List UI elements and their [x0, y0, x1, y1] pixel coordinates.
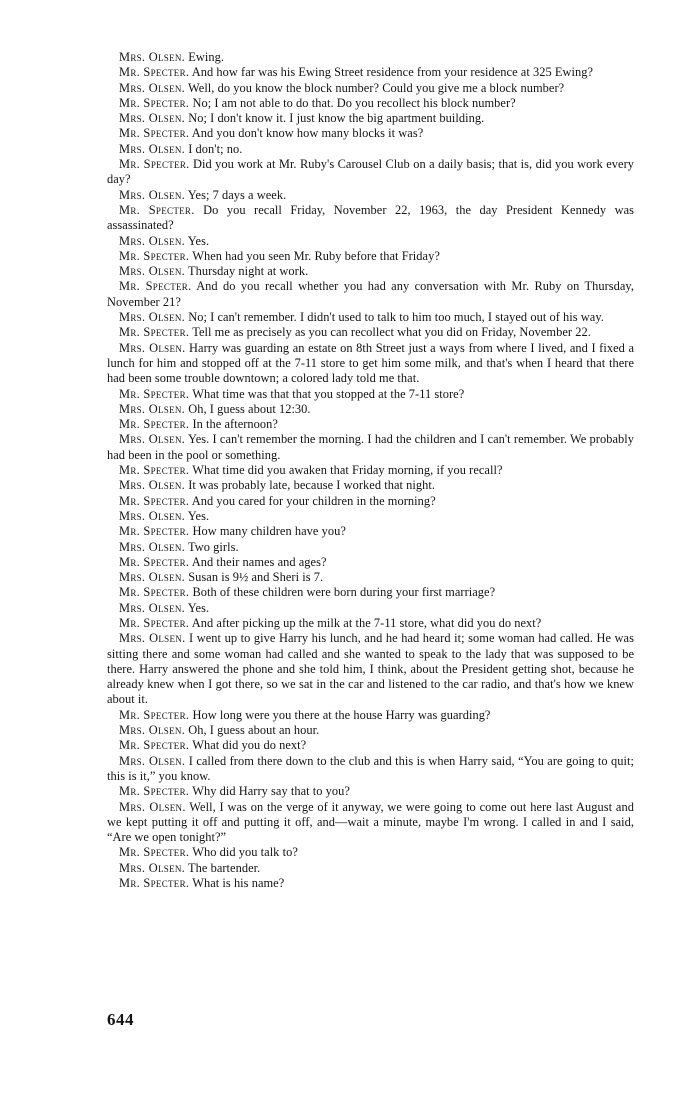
testimony-text: Yes; 7 days a week.: [187, 187, 287, 202]
testimony-paragraph: [107, 585, 634, 600]
testimony-text: Two girls.: [188, 539, 239, 554]
speaker-name: Mr. Specter.: [119, 157, 190, 172]
testimony-paragraph: [107, 188, 634, 203]
speaker-name: Mr. Specter.: [119, 386, 190, 401]
testimony-text: Do you recall Friday, November 22, 1963, the day President Kennedy was assassinated?: [107, 202, 634, 233]
testimony-paragraph: [107, 402, 634, 417]
testimony-paragraph: [107, 616, 634, 631]
testimony-paragraph: [107, 417, 634, 432]
testimony-text: And how far was his Ewing Street residence from your residence at 325 Ewing?: [191, 65, 593, 80]
speaker-name: Mrs. Olsen.: [119, 264, 186, 279]
speaker-name: Mrs. Olsen.: [119, 340, 186, 355]
testimony-paragraph: [107, 708, 634, 723]
speaker-name: Mrs. Olsen.: [119, 753, 186, 768]
testimony-paragraph: [107, 509, 634, 524]
testimony-paragraph: [107, 876, 634, 891]
speaker-name: Mr. Specter.: [119, 202, 195, 217]
testimony-text: What time was that that you stopped at the 7-11 store?: [192, 386, 465, 401]
testimony-paragraph: [107, 50, 634, 65]
testimony-text: It was probably late, because I worked that night.: [188, 478, 436, 493]
testimony-paragraph: [107, 65, 634, 80]
testimony-text: And you cared for your children in the morning?: [191, 493, 436, 508]
speaker-name: Mr. Specter.: [119, 126, 190, 141]
testimony-text: The bartender.: [188, 860, 261, 875]
speaker-name: Mrs. Olsen.: [119, 723, 186, 738]
testimony-paragraph: [107, 234, 634, 249]
testimony-text: Susan is 9½ and Sheri is 7.: [188, 570, 324, 585]
speaker-name: Mr. Specter.: [119, 845, 190, 860]
testimony-paragraph: [107, 631, 634, 707]
testimony-text: Tell me as precisely as you can recollect what you did on Friday, November 22.: [192, 325, 591, 340]
testimony-text: Yes. I can't remember the morning. I had the children and I can't remember. We probably had been in the pool or something.: [107, 432, 634, 462]
testimony-text: No; I don't know it. I just know the big apartment building.: [188, 111, 485, 126]
speaker-name: Mrs. Olsen.: [119, 799, 186, 814]
testimony-paragraph: [107, 310, 634, 325]
testimony-paragraph: [107, 249, 634, 264]
testimony-text: How long were you there at the house Harry was guarding?: [192, 707, 491, 722]
testimony-text: I called from there down to the club and this is when Harry said, “You are going to quit; this is it,” you know.: [107, 753, 634, 783]
testimony-text: Thursday night at work.: [188, 264, 309, 279]
speaker-name: Mr. Specter.: [119, 784, 190, 799]
speaker-name: Mrs. Olsen.: [119, 860, 186, 875]
testimony-text: Did you work at Mr. Ruby's Carousel Club on a daily basis; that is, did you work every day?: [107, 157, 635, 187]
speaker-name: Mr. Specter.: [119, 876, 190, 891]
speaker-name: Mr. Specter.: [119, 615, 190, 630]
testimony-text: Well, do you know the block number? Could you give me a block number?: [188, 80, 565, 95]
speaker-name: Mrs. Olsen.: [119, 141, 186, 156]
testimony-text: What time did you awaken that Friday morning, if you recall?: [192, 463, 503, 478]
speaker-name: Mrs. Olsen.: [119, 508, 186, 523]
speaker-name: Mr. Specter.: [119, 493, 190, 508]
speaker-name: Mr. Specter.: [119, 585, 190, 600]
speaker-name: Mr. Specter.: [119, 738, 190, 753]
testimony-text: Harry was guarding an estate on 8th Street just a ways from where I lived, and I fixed a lunch for him and stopped off at the 7-11 store to get him some milk, and that's when I heard that there had been some trouble downtown; a colored lady told me that.: [107, 340, 634, 386]
testimony-text: Oh, I guess about an hour.: [188, 723, 320, 738]
testimony-text: Yes.: [187, 600, 210, 615]
testimony-text: Ewing.: [188, 50, 224, 64]
testimony-text: I don't; no.: [188, 141, 243, 156]
testimony-paragraph: [107, 264, 634, 279]
testimony-text: When had you seen Mr. Ruby before that Friday?: [192, 248, 440, 263]
testimony-paragraph: [107, 570, 634, 585]
testimony-paragraph: [107, 142, 634, 157]
speaker-name: Mr. Specter.: [119, 417, 190, 432]
testimony-paragraph: [107, 463, 634, 478]
speaker-name: Mrs. Olsen.: [119, 233, 186, 248]
speaker-name: Mrs. Olsen.: [119, 600, 186, 615]
testimony-text: Oh, I guess about 12:30.: [188, 401, 311, 416]
speaker-name: Mrs. Olsen.: [119, 539, 186, 554]
speaker-name: Mr. Specter.: [119, 463, 190, 478]
testimony-text: Who did you talk to?: [192, 845, 298, 860]
testimony-text: And you don't know how many blocks it was?: [191, 126, 424, 141]
testimony-paragraph: [107, 784, 634, 799]
testimony-text: And after picking up the milk at the 7-11 store, what did you do next?: [191, 615, 542, 630]
testimony-paragraph: [107, 754, 634, 785]
testimony-text: Why did Harry say that to you?: [192, 784, 350, 799]
speaker-name: Mrs. Olsen.: [119, 80, 186, 95]
testimony-paragraph: [107, 494, 634, 509]
speaker-name: Mr. Specter.: [119, 707, 190, 722]
speaker-name: Mrs. Olsen.: [119, 111, 186, 126]
speaker-name: Mrs. Olsen.: [119, 310, 186, 325]
testimony-paragraph: [107, 387, 634, 402]
testimony-text: I went up to give Harry his lunch, and he had heard it; some woman had called. He was sitting there and some woman had called and she wanted to speak to the lady that was supposed to be there. Harry answered the phone and she told him, I think, about the President getting shot, because he already knew when I got there, so we sat in the car and listened to the car radio, and that's how we knew about it.: [107, 631, 634, 707]
testimony-text: Both of these children were born during your first marriage?: [192, 585, 496, 600]
speaker-name: Mrs. Olsen.: [119, 50, 186, 64]
testimony-paragraph: [107, 126, 634, 141]
testimony-paragraph: [107, 111, 634, 126]
testimony-text: No; I can't remember. I didn't used to talk to him too much, I stayed out of his way.: [188, 310, 604, 325]
speaker-name: Mrs. Olsen.: [119, 631, 186, 646]
speaker-name: Mrs. Olsen.: [119, 570, 186, 585]
speaker-name: Mrs. Olsen.: [119, 401, 186, 416]
speaker-name: Mr. Specter.: [119, 279, 192, 294]
testimony-paragraph: [107, 861, 634, 876]
speaker-name: Mr. Specter.: [119, 524, 190, 539]
testimony-text: And their names and ages?: [191, 554, 327, 569]
testimony-paragraph: [107, 432, 634, 463]
testimony-text: Yes.: [187, 508, 210, 523]
speaker-name: Mrs. Olsen.: [119, 478, 186, 493]
speaker-name: Mr. Specter.: [119, 248, 190, 263]
testimony-paragraph: [107, 279, 634, 310]
testimony-paragraph: [107, 157, 634, 188]
speaker-name: Mr. Specter.: [119, 554, 190, 569]
testimony-text: What is his name?: [192, 876, 285, 891]
testimony-paragraph: [107, 81, 634, 96]
testimony-text: What did you do next?: [192, 738, 307, 753]
testimony-paragraph: [107, 800, 634, 846]
testimony-paragraph: [107, 540, 634, 555]
testimony-paragraph: [107, 325, 634, 340]
testimony-paragraph: [107, 341, 634, 387]
testimony-paragraph: [107, 723, 634, 738]
testimony-text: In the afternoon?: [192, 417, 278, 432]
testimony-text: Yes.: [187, 233, 210, 248]
speaker-name: Mrs. Olsen.: [119, 187, 186, 202]
testimony-paragraph: [107, 738, 634, 753]
speaker-name: Mr. Specter.: [119, 325, 190, 340]
speaker-name: Mr. Specter.: [119, 95, 190, 110]
testimony-column: [107, 50, 634, 891]
page-number: 644: [107, 1010, 134, 1029]
testimony-text: And do you recall whether you had any conversation with Mr. Ruby on Thursday, November 21?: [107, 279, 635, 309]
testimony-text: Well, I was on the verge of it anyway, we were going to come out here last August and we kept putting it off and putting it off, and—wait a minute, maybe I'm wrong. I called in and I said, “Are we open tonight?”: [107, 799, 634, 845]
speaker-name: Mr. Specter.: [119, 65, 190, 80]
testimony-text: No; I am not able to do that. Do you recollect his block number?: [192, 95, 516, 110]
testimony-paragraph: [107, 96, 634, 111]
testimony-paragraph: [107, 601, 634, 616]
testimony-paragraph: [107, 555, 634, 570]
testimony-paragraph: [107, 203, 634, 234]
testimony-paragraph: [107, 845, 634, 860]
speaker-name: Mrs. Olsen.: [119, 432, 186, 447]
testimony-paragraph: [107, 478, 634, 493]
testimony-paragraph: [107, 524, 634, 539]
testimony-text: How many children have you?: [192, 524, 346, 539]
